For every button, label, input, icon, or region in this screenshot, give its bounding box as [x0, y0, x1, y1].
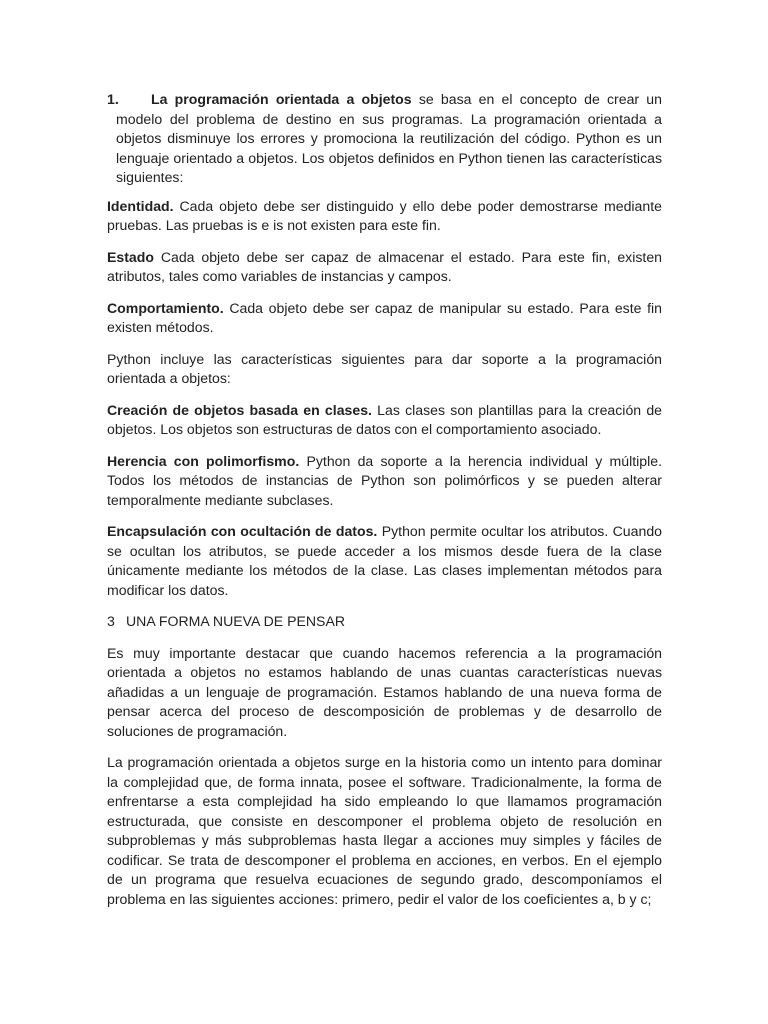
body-paragraph: Es muy importante destacar que cuando hacemos referencia a la programación orientada a objetos no estamos hablando de unas cuantas características nuevas añadidas a un lenguaje de programación. Estamos hablando de una nueva forma de pensar acerca del proceso de descomposición de problemas y de desarrollo de soluciones de programación. [107, 644, 662, 739]
characteristic-estado [107, 248, 662, 287]
characteristic-identidad [107, 197, 662, 236]
characteristic-term: Estado [107, 248, 154, 265]
feature-term: Encapsulación con ocultación de datos. [107, 523, 378, 539]
characteristic-text: Cada objeto debe ser capaz de manipular su estado. Para este fin existen métodos. [107, 299, 662, 335]
feature-text: Python da soporte a la herencia individual y múltiple. Todos los métodos de instancias de Python son polimórficos y se pueden alterar temporalmente mediante subclases. [107, 452, 662, 508]
section-title: UNA FORMA NUEVA DE PENSAR [126, 613, 346, 629]
intro-lead: La programación orientada a objetos [151, 91, 412, 107]
feature-herencia [107, 452, 662, 511]
characteristic-text: Cada objeto debe ser capaz de almacenar el estado. Para este fin, existen atributos, tales como variables de instancias y campos. [107, 248, 662, 284]
feature-term: Herencia con polimorfismo. [107, 452, 300, 469]
feature-clases [107, 401, 662, 440]
body-paragraph: La programación orientada a objetos surge en la historia como un intento para dominar la complejidad que, de forma innata, posee el software. Tradicionalmente, la forma de enfrentarse a esta complejidad ha sido empleando lo que llamamos programación estructurada, que consiste en descomponer el problema objeto de resolución en subproblemas y más subproblemas hasta llegar a acciones muy simples y fáciles de codificar. Se trata de descomponer el problema en acciones, en verbos. En el ejemplo de un programa que resuelva ecuaciones de segundo grado, descomponíamos el problema en las siguientes acciones: primero, pedir el valor de los coeficientes a, b y c; [107, 754, 662, 907]
characteristic-comportamiento [107, 299, 662, 338]
document-page [107, 90, 662, 921]
feature-term: Creación de objetos basada en clases. [107, 401, 372, 418]
characteristic-term: Identidad. [107, 197, 174, 214]
intro-text: se basa en el concepto de crear un modelo del problema de destino en sus programas. La programación orientada a objetos disminuye los errores y promociona la reutilización del código. Python es un lenguaje orientado a objetos. Los objetos definidos en Python tienen las características siguientes: [116, 91, 662, 185]
feature-text: Python permite ocultar los atributos. Cuando se ocultan los atributos, se puede acceder a los mismos desde fuera de la clase únicamente mediante los métodos de la clase. Las clases implementan métodos para modificar los datos. [107, 523, 662, 598]
list-number: 1. [107, 91, 119, 107]
section-heading [107, 612, 662, 632]
feature-encapsulacion [107, 522, 662, 600]
python-intro-paragraph: Python incluye las características siguientes para dar soporte a la programación orientada a objetos: [107, 350, 662, 386]
section-number: 3 [107, 613, 115, 629]
feature-text: Las clases son plantillas para la creación de objetos. Los objetos son estructuras de datos con el comportamiento asociado. [107, 401, 663, 437]
characteristic-term: Comportamiento. [107, 299, 224, 316]
characteristic-text: Cada objeto debe ser distinguido y ello debe poder demostrarse mediante pruebas. Las pruebas is e is not existen para este fin. [107, 197, 662, 233]
numbered-paragraph [107, 90, 662, 188]
